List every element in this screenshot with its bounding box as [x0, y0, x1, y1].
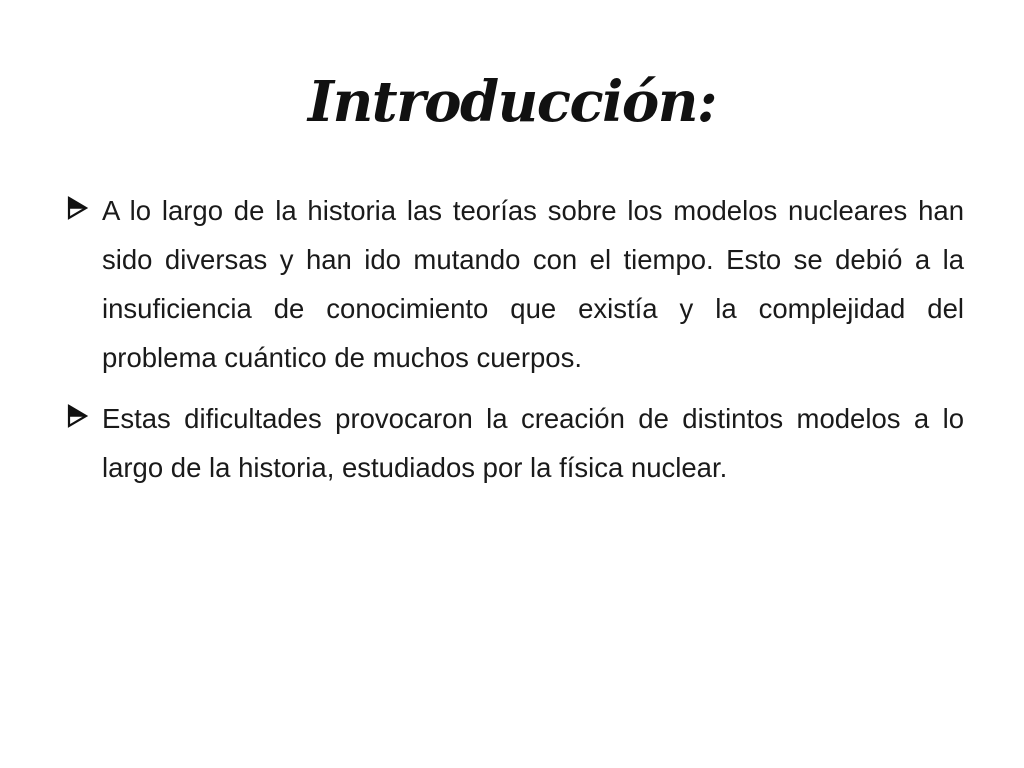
- bullet-item: [66, 186, 964, 382]
- bullet-item: [66, 394, 964, 492]
- bullet-text: A lo largo de la historia las teorías sobre los modelos nucleares han sido diversas y han ido mutando con el tiempo. Esto se debió a la insuficiencia de conocimiento que existía y la complejidad del problema cuántico de muchos cuerpos.: [102, 195, 964, 373]
- arrow-bullet-icon: [66, 403, 92, 429]
- slide-title: Introducción:: [307, 69, 717, 135]
- arrow-bullet-icon: [66, 195, 92, 221]
- bullet-list: [66, 186, 964, 504]
- bullet-text: Estas dificultades provocaron la creación de distintos modelos a lo largo de la historia, estudiados por la física nuclear.: [102, 403, 964, 483]
